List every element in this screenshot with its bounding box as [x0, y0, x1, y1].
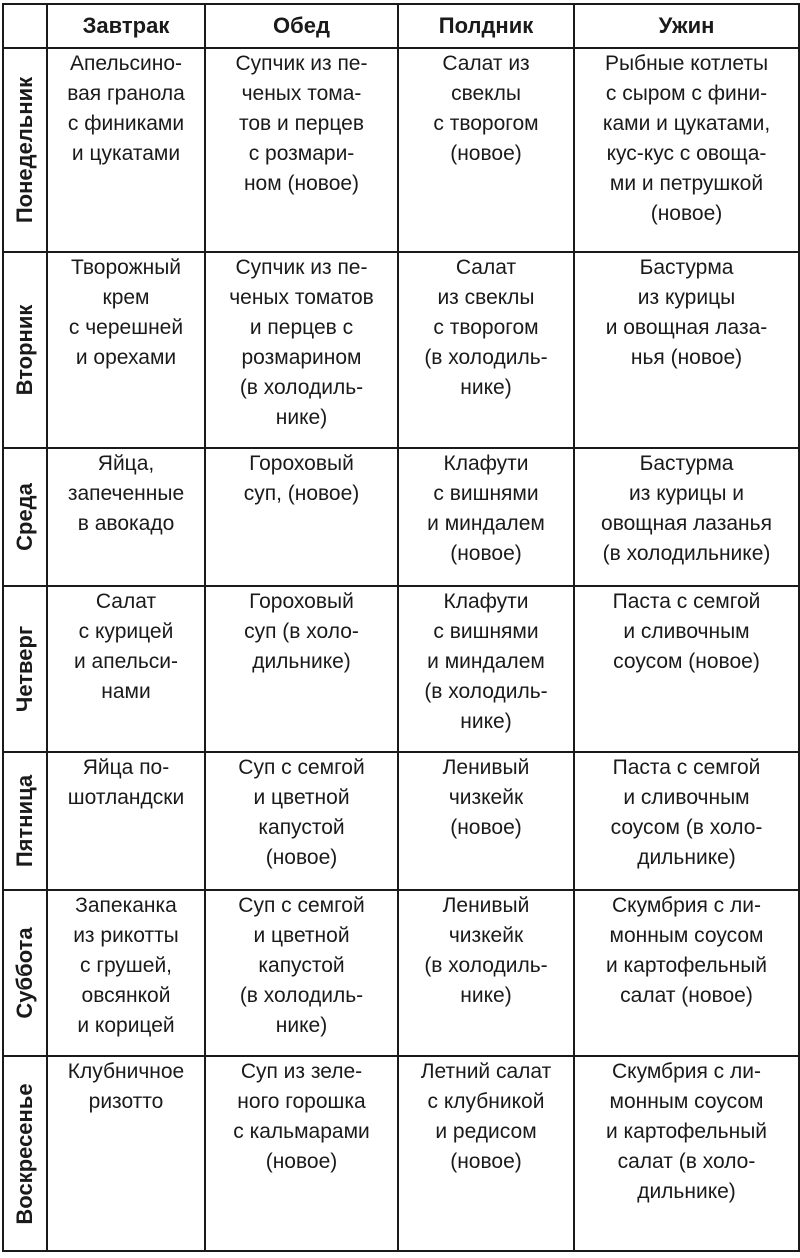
dinner-cell: Бастурма из курицы и овощная лаза- нья (новое)	[574, 252, 799, 448]
weekly-meal-plan-table	[2, 3, 800, 1252]
breakfast-cell: Салат с курицей и апельси- нами	[47, 586, 205, 752]
table-row	[3, 890, 799, 1056]
lunch-cell: Суп с семгой и цветной капустой (в холодиль- нике)	[205, 890, 398, 1056]
column-header-dinner: Ужин	[574, 4, 799, 48]
dinner-cell: Паста с семгой и сливочным соусом (в холо- дильнике)	[574, 752, 799, 890]
dinner-cell: Скумбрия с ли- монным соусом и картофельный салат (в холо- дильнике)	[574, 1056, 799, 1251]
lunch-cell: Гороховый суп, (новое)	[205, 448, 398, 586]
day-cell	[3, 586, 47, 752]
corner-cell	[3, 4, 47, 48]
dinner-cell: Скумбрия с ли- монным соусом и картофельный салат (новое)	[574, 890, 799, 1056]
table-row	[3, 1056, 799, 1251]
day-label: Среда	[12, 483, 37, 551]
day-label: Понедельник	[12, 76, 37, 224]
snack-cell: Салат из свеклы с творогом (в холодиль- нике)	[398, 252, 574, 448]
dinner-cell: Рыбные котлеты с сыром с фини- ками и цукатами, кус-кус с овоща- ми и петрушкой (новое)	[574, 48, 799, 252]
table-row	[3, 752, 799, 890]
breakfast-cell: Клубничное ризотто	[47, 1056, 205, 1251]
table-row	[3, 48, 799, 252]
breakfast-cell: Апельсино- вая гранола с финиками и цукатами	[47, 48, 205, 252]
column-header-snack: Полдник	[398, 4, 574, 48]
day-cell	[3, 48, 47, 252]
day-label: Вторник	[12, 304, 37, 396]
lunch-cell: Гороховый суп (в холо- дильнике)	[205, 586, 398, 752]
dinner-cell: Паста с семгой и сливочным соусом (новое)	[574, 586, 799, 752]
breakfast-cell: Яйца, запеченные в авокадо	[47, 448, 205, 586]
day-label: Воскресенье	[12, 1082, 37, 1225]
day-label: Суббота	[12, 927, 37, 1019]
table-row	[3, 252, 799, 448]
day-cell	[3, 890, 47, 1056]
column-header-breakfast: Завтрак	[47, 4, 205, 48]
snack-cell: Клафути с вишнями и миндалем (новое)	[398, 448, 574, 586]
day-label: Четверг	[12, 625, 37, 713]
day-cell	[3, 752, 47, 890]
table-row	[3, 586, 799, 752]
breakfast-cell: Яйца по- шотландски	[47, 752, 205, 890]
breakfast-cell: Запеканка из рикотты с грушей, овсянкой и корицей	[47, 890, 205, 1056]
table-row	[3, 448, 799, 586]
lunch-cell: Суп из зеле- ного горошка с кальмарами (новое)	[205, 1056, 398, 1251]
snack-cell: Летний салат с клубникой и редисом (новое)	[398, 1056, 574, 1251]
snack-cell: Ленивый чизкейк (новое)	[398, 752, 574, 890]
breakfast-cell: Творожный крем с черешней и орехами	[47, 252, 205, 448]
column-header-lunch: Обед	[205, 4, 398, 48]
lunch-cell: Суп с семгой и цветной капустой (новое)	[205, 752, 398, 890]
lunch-cell: Супчик из пе- ченых томатов и перцев с розмарином (в холодиль- нике)	[205, 252, 398, 448]
snack-cell: Клафути с вишнями и миндалем (в холодиль- нике)	[398, 586, 574, 752]
dinner-cell: Бастурма из курицы и овощная лазанья (в холодильнике)	[574, 448, 799, 586]
day-label: Пятница	[12, 774, 37, 868]
lunch-cell: Супчик из пе- ченых тома- тов и перцев с розмари- ном (новое)	[205, 48, 398, 252]
day-cell	[3, 1056, 47, 1251]
snack-cell: Салат из свеклы с творогом (новое)	[398, 48, 574, 252]
day-cell	[3, 448, 47, 586]
snack-cell: Ленивый чизкейк (в холодиль- нике)	[398, 890, 574, 1056]
day-cell	[3, 252, 47, 448]
header-row	[3, 4, 799, 48]
